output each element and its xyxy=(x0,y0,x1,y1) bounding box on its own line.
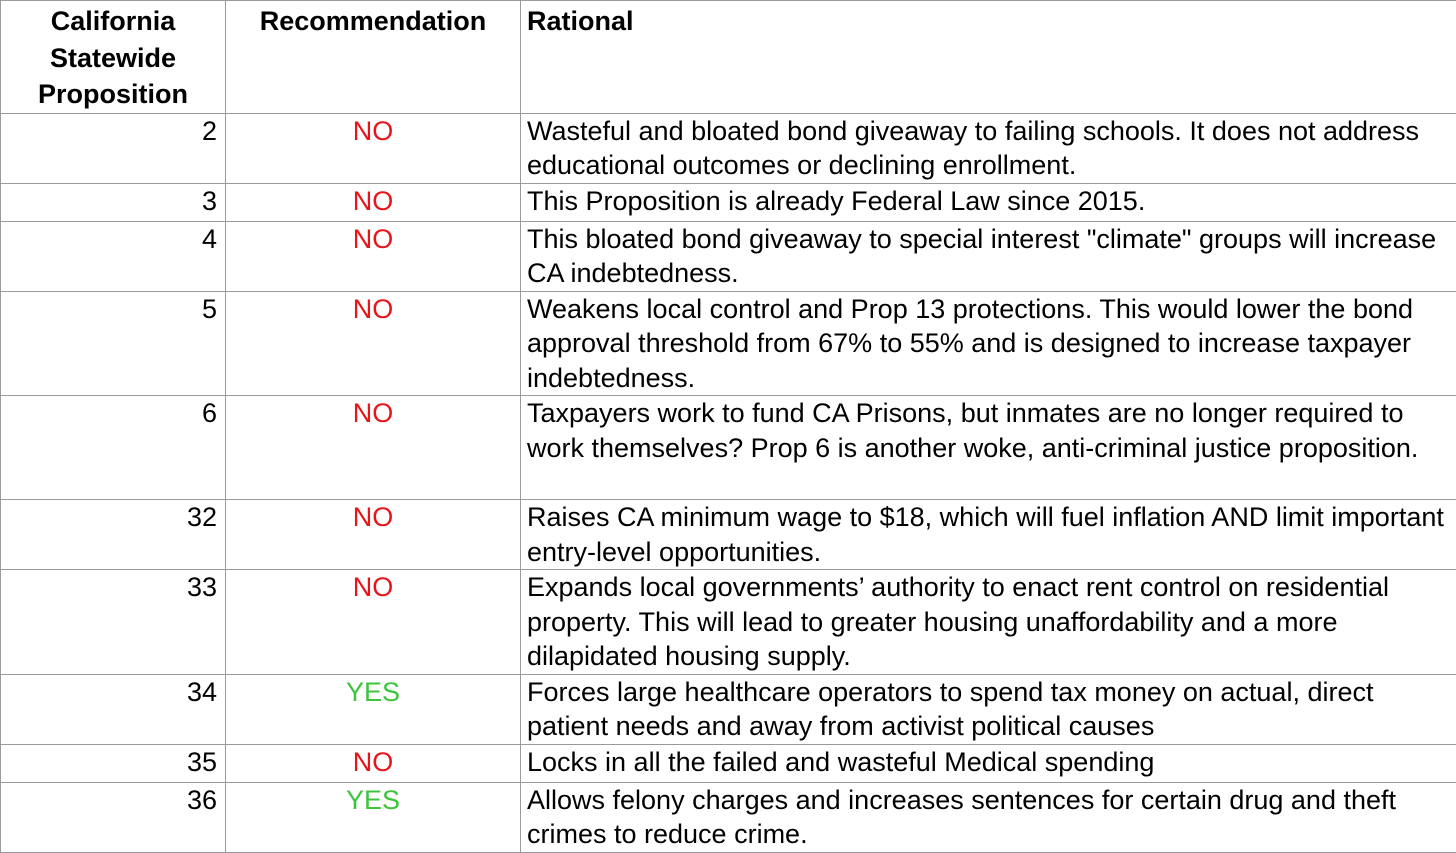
proposition-number: 36 xyxy=(1,782,226,852)
recommendation-value: NO xyxy=(226,221,521,291)
recommendation-value: YES xyxy=(226,674,521,744)
table-row xyxy=(1,500,1456,570)
header-proposition: California Statewide Proposition xyxy=(1,1,226,114)
proposition-number: 35 xyxy=(1,744,226,782)
table-row xyxy=(1,396,1456,500)
rational-text: This Proposition is already Federal Law since 2015. xyxy=(521,183,1456,221)
recommendation-value: NO xyxy=(226,396,521,500)
rational-text: This bloated bond giveaway to special interest "climate" groups will increase CA indebtedness. xyxy=(521,221,1456,291)
proposition-number: 33 xyxy=(1,570,226,675)
proposition-number: 5 xyxy=(1,291,226,396)
recommendation-value: NO xyxy=(226,291,521,396)
header-recommendation: Recommendation xyxy=(226,1,521,114)
table-row xyxy=(1,113,1456,183)
proposition-number: 3 xyxy=(1,183,226,221)
table-row xyxy=(1,183,1456,221)
rational-text: Forces large healthcare operators to spend tax money on actual, direct patient needs and away from activist political causes xyxy=(521,674,1456,744)
table-row xyxy=(1,782,1456,852)
rational-text: Weakens local control and Prop 13 protections. This would lower the bond approval threshold from 67% to 55% and is designed to increase taxpayer indebtedness. xyxy=(521,291,1456,396)
header-row xyxy=(1,1,1456,114)
table-row xyxy=(1,291,1456,396)
recommendation-value: NO xyxy=(226,183,521,221)
proposition-number: 32 xyxy=(1,500,226,570)
proposition-number: 2 xyxy=(1,113,226,183)
proposition-number: 6 xyxy=(1,396,226,500)
recommendation-value: YES xyxy=(226,782,521,852)
rational-text: Allows felony charges and increases sentences for certain drug and theft crimes to reduce crime. xyxy=(521,782,1456,852)
table-row xyxy=(1,674,1456,744)
header-rational: Rational xyxy=(521,1,1456,114)
recommendation-value: NO xyxy=(226,744,521,782)
proposition-number: 4 xyxy=(1,221,226,291)
proposition-number: 34 xyxy=(1,674,226,744)
rational-text: Taxpayers work to fund CA Prisons, but inmates are no longer required to work themselves? Prop 6 is another woke, anti-criminal justice proposition. xyxy=(521,396,1456,500)
rational-text: Wasteful and bloated bond giveaway to failing schools. It does not address educational outcomes or declining enrollment. xyxy=(521,113,1456,183)
rational-text: Expands local governments’ authority to enact rent control on residential property. This will lead to greater housing unaffordability and a more dilapidated housing supply. xyxy=(521,570,1456,675)
recommendation-value: NO xyxy=(226,500,521,570)
rational-text: Raises CA minimum wage to $18, which will fuel inflation AND limit important entry-level opportunities. xyxy=(521,500,1456,570)
recommendation-value: NO xyxy=(226,570,521,675)
table-row xyxy=(1,570,1456,675)
table-row xyxy=(1,744,1456,782)
recommendation-value: NO xyxy=(226,113,521,183)
table-row xyxy=(1,221,1456,291)
rational-text: Locks in all the failed and wasteful Medical spending xyxy=(521,744,1456,782)
